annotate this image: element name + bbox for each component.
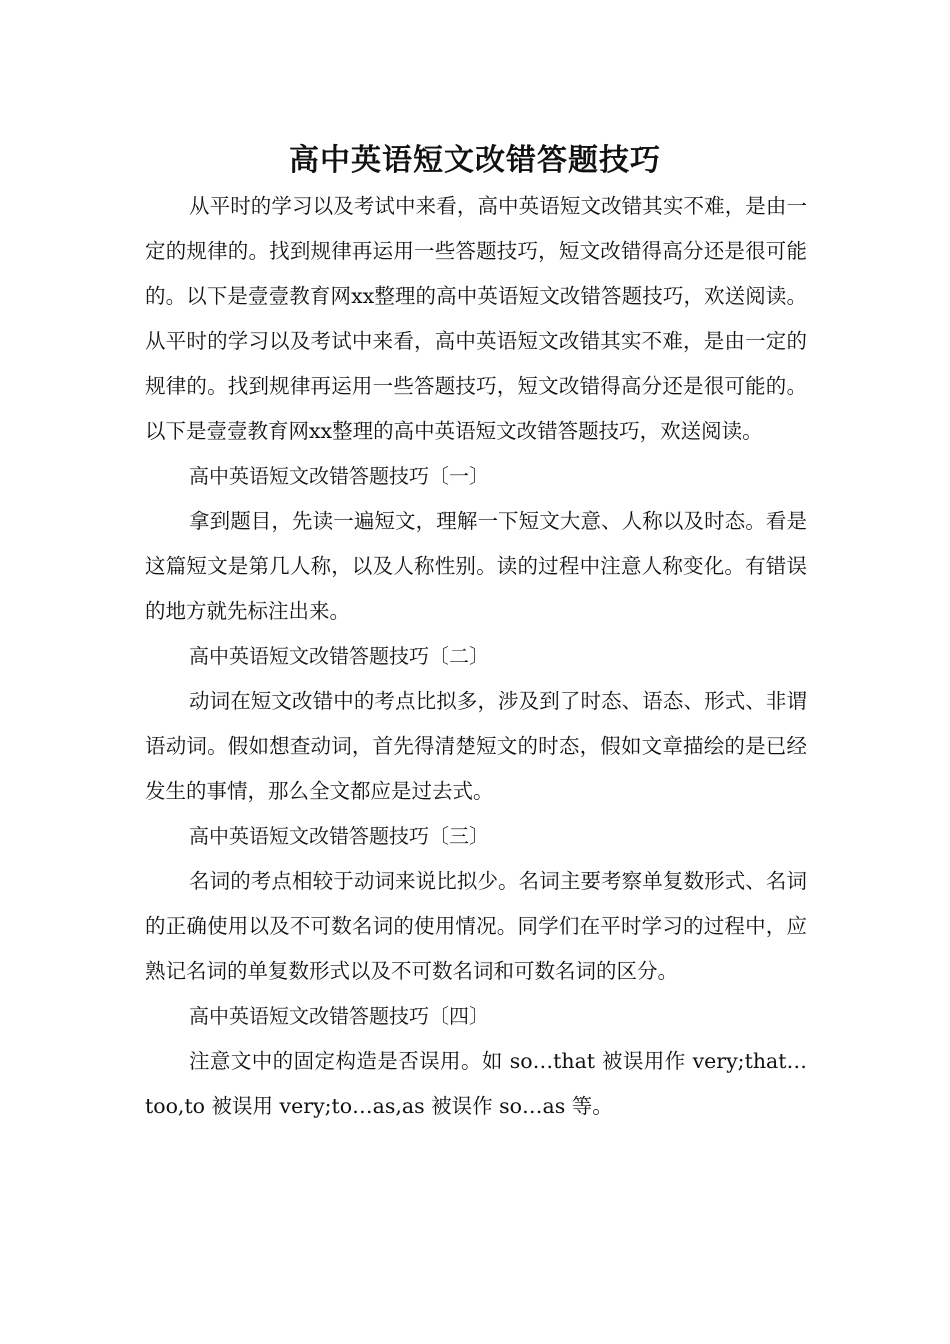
section-heading-2: 高中英语短文改错答题技巧〔二〕: [189, 644, 489, 668]
section-body-1: 拿到题目，先读一遍短文，理解一下短文大意、人称以及时态。看是这篇短文是第几人称，以及人称性别。读的过程中注意人称变化。有错误的地方就先标注出来。: [145, 509, 807, 623]
intro-paragraph: 从平时的学习以及考试中来看，高中英语短文改错其实不难，是由一定的规律的。找到规律再运用一些答题技巧，短文改错得高分还是很可能的。以下是壹壹教育网xx整理的高中英语短文改错答题技巧，欢送阅读。从平时的学习以及考试中来看，高中英语短文改错其实不难，是由一定的规律的。找到规律再运用一些答题技巧，短文改错得高分还是很可能的。以下是壹壹教育网xx整理的高中英语短文改错答题技巧，欢送阅读。: [145, 194, 807, 443]
page-title: 高中英语短文改错答题技巧: [289, 143, 661, 179]
section-body-3: 名词的考点相较于动词来说比拟少。名词主要考察单复数形式、名词的正确使用以及不可数名词的使用情况。同学们在平时学习的过程中，应熟记名词的单复数形式以及不可数名词和可数名词的区分。: [145, 869, 807, 983]
section-heading-1: 高中英语短文改错答题技巧〔一〕: [189, 464, 489, 488]
section-body-4: 注意文中的固定构造是否误用。如 so…that 被误用作 very;that…too,to 被误用 very;to…as,as 被误作 so…as 等。: [145, 1049, 807, 1118]
section-body-2: 动词在短文改错中的考点比拟多，涉及到了时态、语态、形式、非谓语动词。假如想查动词，首先得清楚短文的时态，假如文章描绘的是已经发生的事情，那么全文都应是过去式。: [145, 689, 807, 803]
document-body: [145, 184, 807, 1129]
section-heading-3: 高中英语短文改错答题技巧〔三〕: [189, 824, 489, 848]
section-heading-4: 高中英语短文改错答题技巧〔四〕: [189, 1004, 489, 1028]
